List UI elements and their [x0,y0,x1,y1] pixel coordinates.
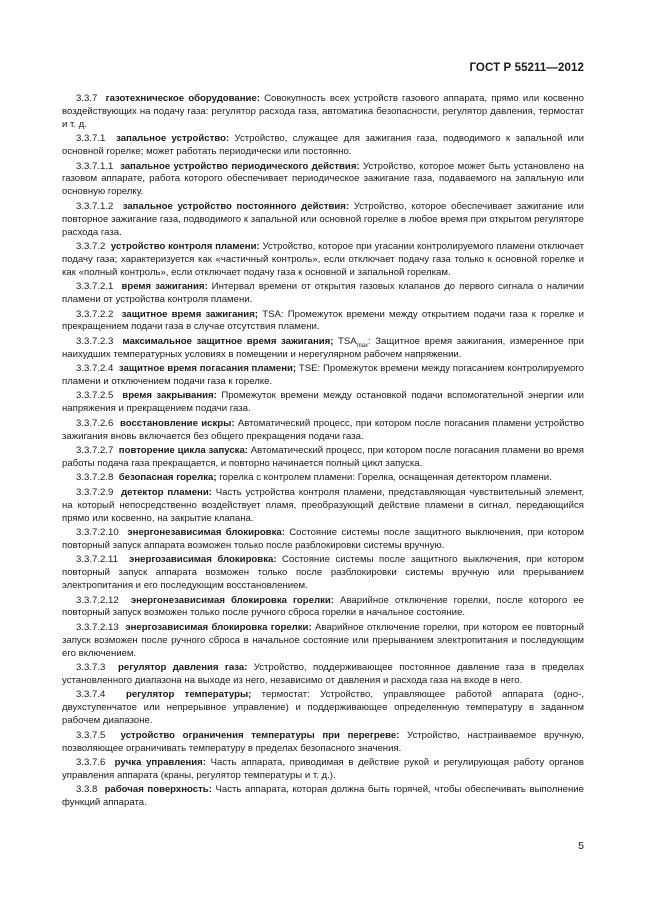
definition-paragraph: 3.3.8 рабочая поверхность: Часть аппарата, которая должна быть горячей, чтобы обеспечивать выполнение функций аппарата. [62,784,585,809]
definition-paragraph: 3.3.7.2.7 повторение цикла запуска: Автоматический процесс, при котором после погасания пламени во время работы подача газа прекращается, и повторно начинается полный цикл запуска. [62,445,584,469]
definition-paragraph: 3.3.7.3 регулятор давления газа: Устройство, поддерживающее постоянное давление газа в пределах установленного диапазона на выходе из него, независимо от давления и расхода газа на входе в него. [62,662,584,686]
definition-paragraph: 3.3.7.2 устройство контроля пламени: Устройство, которое при угасании контролируемого пламени отключает подачу газа; характеризуется как «частичный контроль», если отключает подачу газа только к основной горелке и как «полный контроль», если отключает подачу газа к основной и запальной горелкам. [62,240,584,278]
definition-paragraph: 3.3.7.2.9 детектор пламени: Часть устройства контроля пламени, представляющая чувствительный элемент, на который непосредственно воздействует пламя, преобразующий действие пламени в сигнал, передающийся прямо или косвенно, на закрытие клапана. [62,486,584,524]
definition-paragraph: 3.3.7.2.6 восстановление искры: Автоматический процесс, при котором после погасания пламени устройство зажигания вновь включается без общего прекращения подачи газа. [62,417,584,442]
definition-paragraph: 3.3.7.2.12 энергонезависимая блокировка горелки: Аварийное отключение горелки, после которого ее повторный запуск возможен только после ручного сброса горелки в начальное состояние. [62,594,584,619]
definition-paragraph: 3.3.7.1 запальное устройство: Устройство, служащее для зажигания газа, подводимого к запальной или основной горелке; может работать периодически или постоянно. [62,133,584,158]
definition-paragraph: 3.3.7.2.11 энергозависимая блокировка: Состояние системы после защитного выключения, при котором повторный запуск аппарата возможен только после разблокировки системы вручную или прерыванием электропитания и его последующим восстановлением. [62,554,584,592]
document-body [62,93,584,812]
subscript-max: max [356,342,369,349]
definition-paragraph: 3.3.7.2.10 энергонезависимая блокировка: Состояние системы после защитного выключения, при котором повторный запуск аппарата возможен только после разблокировки системы вручную. [62,527,585,551]
definition-paragraph: 3.3.7.5 устройство ограничения температуры при перегреве: Устройство, настраиваемое вручную, позволяющее ограничивать температуру в пределах безопасного значения. [62,729,584,754]
definition-paragraph: 3.3.7.2.13 энергозависимая блокировка горелки: Аварийное отключение горелки, при котором ее повторный запуск возможен после ручного сброса в начальное состояние или прерыванием электропитания и последующим его включением. [62,621,584,659]
definition-paragraph: 3.3.7.2.4 защитное время погасания пламени; TSE: Промежуток времени между погасанием контролируемого пламени и отключением подачи газа к горелке. [62,363,584,388]
definition-paragraph: 3.3.7 газотехническое оборудование: Совокупность всех устройств газового аппарата, прямо или косвенно воздействующих на подачу газа: регулятор расхода газа, автоматика безопасности, регулятор давления, термостат и т. д. [62,93,584,130]
page-number: 5 [578,840,584,852]
definition-paragraph: 3.3.7.2.2 защитное время зажигания; TSA: Промежуток времени между открытием подачи газа к горелке и прекращением подачи газа в случае отсутствия пламени. [62,308,584,333]
document-header: ГОСТ Р 55211—2012 [469,62,584,74]
definition-paragraph: 3.3.7.1.1 запальное устройство периодического действия: Устройство, которое может быть установлено на газовом аппарате, работа которого обеспечивает периодическое зажигание газа, подаваемого на запальную или основную горелку. [62,160,584,198]
definition-paragraph: 3.3.7.4 регулятор температуры; термостат: Устройство, управляющее работой аппарата (одно-, двухступенчатое или непрерывное управление) и поддерживающее определенную температуру в заданном рабочем диапазоне. [62,689,584,727]
definition-paragraph: 3.3.7.2.5 время закрывания: Промежуток времени между остановкой подачи вспомогательной энергии или напряжения и прекращением подачи газа. [62,390,584,415]
definition-paragraph: 3.3.7.2.3 максимальное защитное время зажигания; $TSA_{max}$: Защитное время зажигания, измеренное при наихудших температурных условиях в помещении и нерегулярном рабочем напряжении. [62,335,584,360]
definition-paragraph: 3.3.7.1.2 запальное устройство постоянного действия: Устройство, которое обеспечивает зажигание или повторное зажигание газа, подводимого к запальной или основной горелке в любое время при открытом регуляторе расхода газа. [62,200,584,238]
definition-paragraph: 3.3.7.2.8 безопасная горелка; горелка с контролем пламени: Горелка, оснащенная детектором пламени. [76,472,552,484]
definition-paragraph: 3.3.7.6 ручка управления: Часть аппарата, приводимая в действие рукой и регулирующая работу органов управления аппарата (краны, регулятор температуры и т. д.). [62,756,584,781]
definition-paragraph: 3.3.7.2.1 время зажигания: Интервал времени от открытия газовых клапанов до первого сигнала о наличии пламени от устройства контроля пламени. [62,281,584,306]
